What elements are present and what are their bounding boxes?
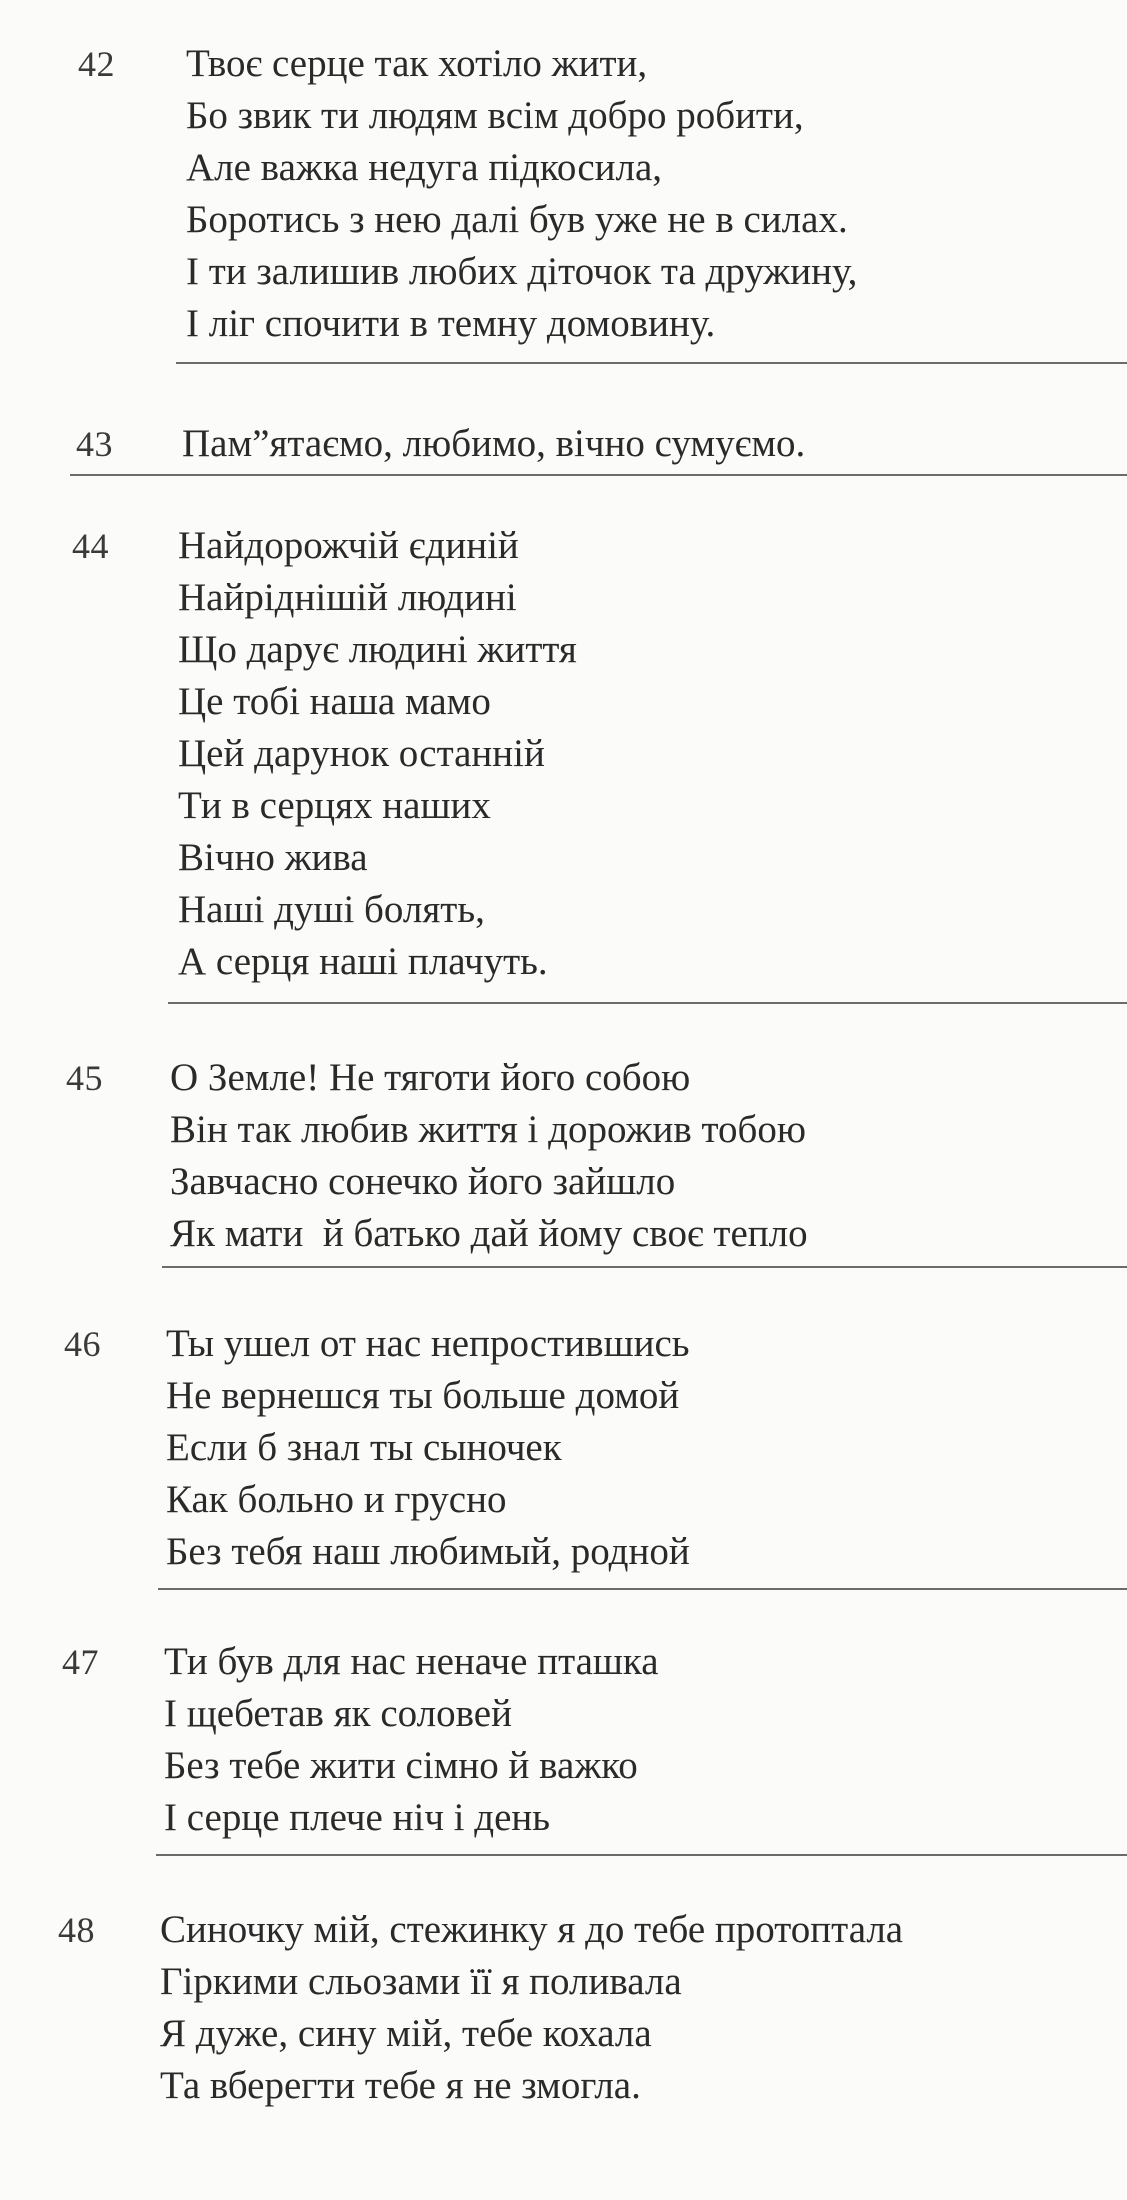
verse-line: А серця наші плачуть. xyxy=(178,940,548,983)
separator-line xyxy=(168,1002,1127,1004)
verse-number: 42 xyxy=(78,44,115,84)
verse-line: Але важка недуга підкосила, xyxy=(186,146,663,189)
verse-number: 43 xyxy=(76,424,113,464)
verse-line: Найдорожчій єдиній xyxy=(178,524,519,567)
verse-line: Твоє серце так хотіло жити, xyxy=(186,42,648,85)
verse-lines xyxy=(160,1904,903,2112)
verse-line: Если б знал ты сыночек xyxy=(166,1426,562,1469)
verse-line: Та вберегти тебе я не змогла. xyxy=(160,2064,641,2107)
verse-line: Вічно жива xyxy=(178,836,368,879)
verse-line: Завчасно сонечко його зайшло xyxy=(170,1160,676,1203)
separator-line xyxy=(176,362,1127,364)
verse-line: Синочку мій, стежинку я до тебе протоптала xyxy=(160,1908,904,1951)
separator-line xyxy=(70,474,1127,476)
verse-line: Він так любив життя і дорожив тобою xyxy=(170,1108,806,1151)
verse-line: І ти залишив любих діточок та дружину, xyxy=(186,250,858,293)
verse-line: Пам”ятаємо, любимо, вічно сумуємо. xyxy=(182,422,806,465)
verse-line: Що дарує людині життя xyxy=(178,628,577,671)
verse-number: 47 xyxy=(62,1642,99,1682)
verse-line: Бо звик ти людям всім добро робити, xyxy=(186,94,804,137)
verse-line: Без тебе жити сімно й важко xyxy=(164,1744,638,1787)
verse-number: 45 xyxy=(66,1058,103,1098)
verse-line: Я дуже, сину мій, тебе кохала xyxy=(160,2012,652,2055)
verse-line: Найріднішій людині xyxy=(178,576,517,619)
verse-number: 46 xyxy=(64,1324,101,1364)
verse-line: Гіркими сльозами її я поливала xyxy=(160,1960,682,2003)
verse-line: Цей дарунок останній xyxy=(178,732,545,775)
verse-line: Без тебя наш любимый, родной xyxy=(166,1530,690,1573)
verse-lines xyxy=(166,1318,690,1578)
verse-line: Ти був для нас неначе пташка xyxy=(164,1640,659,1683)
verse-number: 44 xyxy=(72,526,109,566)
verse-line: Не вернешся ты больше домой xyxy=(166,1374,680,1417)
verse-number: 48 xyxy=(58,1910,95,1950)
verse-line: Как больно и грусно xyxy=(166,1478,507,1521)
separator-line xyxy=(158,1588,1127,1590)
verse-lines xyxy=(170,1052,808,1260)
verse-line: Ты ушел от нас непростившись xyxy=(166,1322,690,1365)
separator-line xyxy=(156,1854,1127,1856)
verse-line: Ти в серцях наших xyxy=(178,784,491,827)
separator-line xyxy=(162,1266,1127,1268)
verse-line: Як мати й батько дай йому своє тепло xyxy=(170,1212,808,1255)
verse-lines xyxy=(164,1636,659,1844)
verse-line: Це тобі наша мамо xyxy=(178,680,491,723)
verse-line: І щебетав як соловей xyxy=(164,1692,512,1735)
verse-lines xyxy=(182,418,805,470)
verse-line: І ліг спочити в темну домовину. xyxy=(186,302,716,345)
verse-line: Наші душі болять, xyxy=(178,888,485,931)
verse-lines xyxy=(186,38,857,350)
verse-line: І серце плече ніч і день xyxy=(164,1796,551,1839)
verse-lines xyxy=(178,520,577,988)
verse-line: Боротись з нею далі був уже не в силах. xyxy=(186,198,848,241)
verse-line: О Земле! Не тяготи його собою xyxy=(170,1056,691,1099)
